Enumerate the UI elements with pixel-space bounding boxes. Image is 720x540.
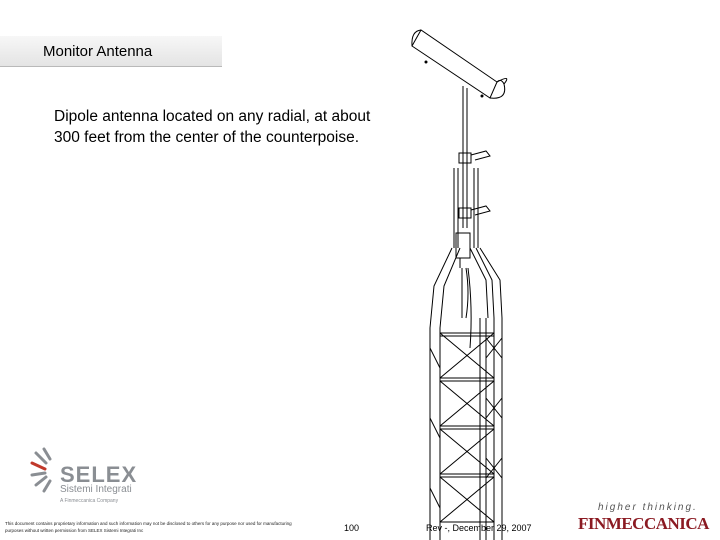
logo-name: SELEX: [60, 462, 138, 487]
antenna-tower-illustration: [400, 18, 550, 540]
brand-name: FINMECCANICA: [578, 514, 709, 533]
selex-swirl-icon: [28, 445, 58, 495]
body-line-2: 300 feet from the center of the counterpoise.: [54, 129, 360, 146]
logo-subtitle: Sistemi Integrati: [60, 484, 132, 495]
logo-tagline: A Finmeccanica Company: [60, 498, 119, 504]
body-line-1: Dipole antenna located on any radial, at about: [54, 108, 371, 125]
slide-body: [54, 106, 434, 148]
slide-title: Monitor Antenna: [43, 43, 153, 60]
page-number: 100: [344, 523, 360, 533]
brand-tagline: higher thinking.: [598, 502, 698, 513]
footer-disclaimer: This document contains proprietary information and such information may not be disclosed to others for any purpose nor used for manufacturing purposes without written permission from SELEX Sistemi Integrati Inc: [5, 521, 292, 533]
revision-date: Rev -, December 29, 2007: [426, 523, 532, 533]
